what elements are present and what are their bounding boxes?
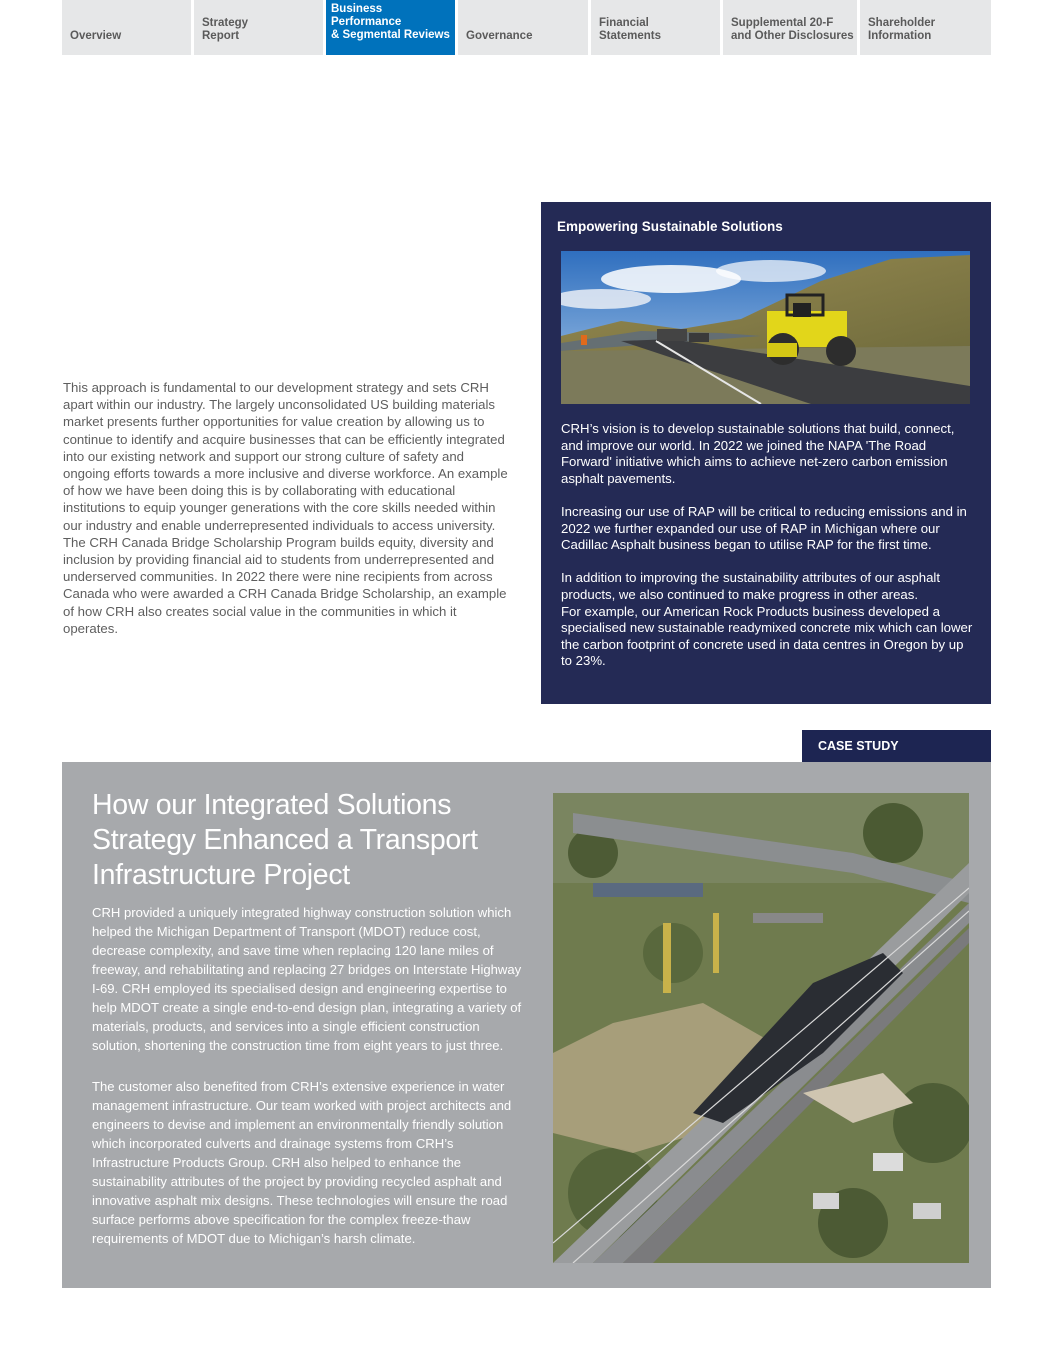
highway-aerial-photo bbox=[553, 793, 969, 1263]
tab-label: Supplemental 20-F and Other Disclosures bbox=[731, 17, 854, 42]
sustainable-solutions-panel bbox=[541, 202, 991, 704]
tab-overview[interactable] bbox=[62, 0, 191, 55]
case-study-paragraph: CRH provided a uniquely integrated highway construction solution which helped the Michigan Department of Transport (MDOT) reduce cost, decrease complexity, and save time when replacing 120 lane miles of freeway, and rehabilitating and replacing 27 bridges on Interstate Highway I-69. CRH employed its specialised design and engineering expertise to help MDOT create a single end-to-end design plan, integrating a variety of materials, products, and services into a single efficient construction solution, shortening the construction time from eight years to just three. bbox=[92, 905, 522, 1053]
tab-strategy-report[interactable] bbox=[194, 0, 323, 55]
tab-label: Overview bbox=[70, 30, 122, 42]
tab-label: Strategy Report bbox=[202, 17, 249, 42]
case-study-paragraph: The customer also benefited from CRH’s extensive experience in water management infrastructure. Our team worked with project architects and engineers to devise and implement an environmentally friendly solution which incorporated culverts and drainage systems from CRH’s Infrastructure Products Group. CRH also helped to enhance the sustainability attributes of the project by providing recycled asphalt and innovative asphalt mix designs. These technologies will ensure the road surface performs above specification for the complex freeze-thaw requirements of MDOT due to Michigan’s harsh climate. bbox=[92, 1079, 512, 1246]
tab-label: Business Performance & Segmental Reviews bbox=[331, 3, 450, 41]
tab-supplemental-20f[interactable] bbox=[723, 0, 857, 55]
panel-title: Empowering Sustainable Solutions bbox=[557, 219, 783, 234]
asphalt-roller-photo bbox=[561, 251, 970, 404]
case-study-section bbox=[62, 762, 991, 1288]
section-nav bbox=[62, 0, 991, 55]
tab-business-performance[interactable] bbox=[326, 0, 455, 55]
panel-paragraph: Increasing our use of RAP will be critical to reducing emissions and in 2022 we further expanded our use of RAP in Michigan where our Cadillac Asphalt business began to utilise RAP for the first time. bbox=[561, 503, 967, 553]
panel-body bbox=[561, 421, 976, 687]
tab-governance[interactable] bbox=[458, 0, 588, 55]
panel-paragraph: CRH’s vision is to develop sustainable solutions that build, connect, and improve our world. In 2022 we joined the NAPA 'The Road Forward' initiative which aims to achieve net-zero carbon emission asphalt pavements. bbox=[561, 421, 955, 486]
case-study-body bbox=[92, 903, 532, 1270]
tab-shareholder-information[interactable] bbox=[860, 0, 991, 55]
panel-paragraph: In addition to improving the sustainability attributes of our asphalt products, we also continued to make progress in other areas. For example, our American Rock Products business developed a specialised new sustainable readymixed concrete mix which can lower the carbon footprint of concrete used in data centres in Oregon by up to 23%. bbox=[561, 570, 973, 669]
tab-label: Governance bbox=[466, 30, 533, 42]
body-paragraph: This approach is fundamental to our development strategy and sets CRH apart within our industry. The largely unconsolidated US building materials market presents further opportunities for value creation by allowing us to continue to identify and acquire businesses that can be efficiently integrated into our existing network and support our strong culture of safety and ongoing efforts towards a more inclusive and diverse workforce. An example of how we have been doing this is by collaborating with educational institutions to equip younger generations with the core skills needed within our industry and enable underrepresented individuals to access university. The CRH Canada Bridge Scholarship Program builds equity, diversity and inclusion by providing financial aid to students from underrepresented and underserved communities. In 2022 there were nine recipients from across Canada who were awarded a CRH Canada Bridge Scholarship, an example of how CRH also creates social value in the communities in which it operates. bbox=[63, 380, 508, 636]
tab-financial-statements[interactable] bbox=[591, 0, 720, 55]
case-study-tag: CASE STUDY bbox=[802, 730, 991, 762]
tab-label: Financial Statements bbox=[599, 17, 661, 42]
case-study-title: How our Integrated Solutions Strategy Enhanced a Transport Infrastructure Project bbox=[92, 789, 478, 891]
tab-label: Shareholder Information bbox=[868, 17, 936, 42]
